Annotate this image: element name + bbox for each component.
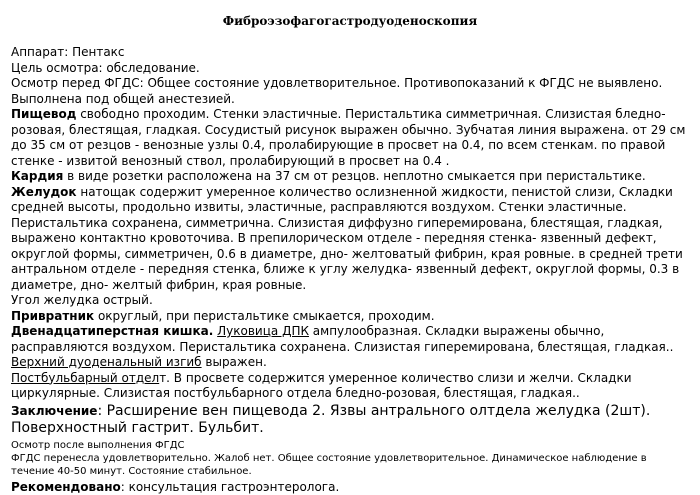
postbulbar-text: т. В просвете содержится умеренное количество слизи и желчи. Складки циркулярные. Слизистая постбульбарного отдела бледно-розовая, блестящая, гладкая.. (11, 371, 632, 401)
postbulbar-label: Постбульбарный отдел (11, 371, 159, 385)
duodenum-label: Двенадцатиперстная кишка. (11, 324, 213, 338)
conclusion-label: Заключение (11, 404, 97, 418)
stomach-text: натощак содержит умеренное количество ослизненной жидкости, пенистой слизи, Складки средней высоты, продольно извиты, эластичные, расправляются воздухом. Стенки эластичные. Перистальтика сохранена, симметрична. Слизистая диффузно гиперемирована, блестящая, гладкая, выражено контактно кровоточива. В препилорическом отделе - передняя стенка- язвенный дефект, округлой формы, симметричен, 0.6 в диаметре, дно- желтоватый фибрин, края ровные. в средней трети антральном отделе - передняя стенка, ближе к углу желудка- язвенный дефект, округлой формы, 0.3 в диаметре, дно- желтый фибрин, края ровные. (11, 185, 683, 292)
upper-bend-section (11, 355, 693, 371)
duodenum-text: ампулообразная. Складки выражены обычно, расправляются воздухом. Перистальтика сохранена. Слизистая гиперемирована, блестящая, гладкая.. (11, 324, 673, 354)
pylorus-label: Привратник (11, 309, 94, 323)
esophagus-label: Пищевод (11, 107, 76, 121)
apparatus-line: Аппарат: Пентакс (11, 45, 693, 61)
stomach-section (11, 185, 693, 294)
postbulbar-section (11, 371, 693, 402)
recommended-label: Рекомендовано (11, 480, 121, 494)
esophagus-text: свободно проходим. Стенки эластичные. Перистальтика симметричная. Слизистая бледно-розовая, блестящая, гладкая. Сосудистый рисунок выражен обычно. Зубчатая линия выражена. от 29 см до 35 см от резцов - венозные узлы 0.4, пролабирующие в просвет на 0.4, по всем стенкам. по правой стенке - извитой венозный ствол, пролабирующий в просвет на 0.4 . (11, 107, 685, 168)
pylorus-text: округлый, при перистальтике смыкается, проходим. (94, 309, 434, 323)
pre-exam-paragraph: Осмотр перед ФГДС: Общее состояние удовлетворительное. Противопоказаний к ФГДС не выявлено. Выполнена под общей анестезией. (11, 76, 693, 107)
cardia-section (11, 169, 693, 185)
cardia-text: в виде розетки расположена на 37 см от резцов. неплотно смыкается при перистальтике. (63, 169, 645, 183)
stomach-angle-line: Угол желудка острый. (11, 293, 693, 309)
esophagus-section (11, 107, 693, 169)
pylorus-section (11, 309, 693, 325)
conclusion-section (11, 403, 693, 437)
recommended-section (11, 480, 693, 495)
purpose-line: Цель осмотра: обследование. (11, 61, 693, 77)
tolerance-paragraph: ФГДС перенесла удовлетворительно. Жалоб нет. Общее состояние удовлетворительное. Динамическое наблюдение в течение 40-50 минут. Состояние стабильное. (11, 452, 693, 478)
post-exam-line: Осмотр после выполнения ФГДС (11, 439, 693, 452)
upper-bend-text: выражен. (202, 355, 267, 369)
stomach-label: Желудок (11, 185, 77, 199)
duodenum-section (11, 324, 693, 355)
duodenal-bulb-label: Луковица ДПК (217, 324, 309, 338)
report-title: Фиброэзофагогастродуоденоскопия (0, 14, 700, 28)
report-body (11, 45, 693, 495)
upper-bend-label: Верхний дуоденальный изгиб (11, 355, 202, 369)
recommended-text: : консультация гастроэнтеролога. (121, 480, 340, 494)
conclusion-text: : Расширение вен пищевода 2. Язвы антрального олтдела желудка (2шт). Поверхностный гастрит. Бульбит. (11, 403, 650, 436)
cardia-label: Кардия (11, 169, 63, 183)
